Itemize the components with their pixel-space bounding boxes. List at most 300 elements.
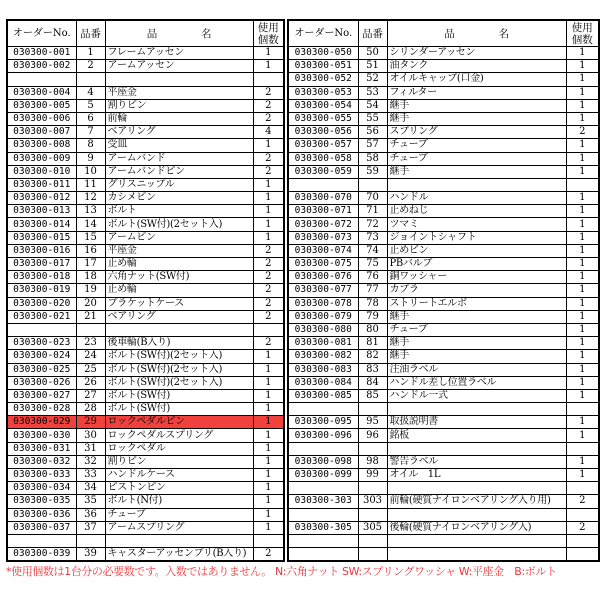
cell-qty: 1 <box>566 192 599 205</box>
cell-order-no: 030300-082 <box>288 350 358 363</box>
cell-qty: 1 <box>566 455 599 468</box>
cell-item-no: 54 <box>358 99 387 112</box>
cell-name: ハンドル <box>387 192 566 205</box>
cell-item-no: 80 <box>358 323 387 336</box>
header-name-2: 名 <box>201 27 212 40</box>
table-row <box>7 363 284 376</box>
left-table-body <box>7 47 284 562</box>
cell-qty: 1 <box>253 60 284 73</box>
table-row <box>7 495 284 508</box>
cell-name: ブラケットケース <box>105 297 253 310</box>
table-row <box>288 47 599 60</box>
cell-name: アームアッセン <box>105 60 253 73</box>
cell-name: 止めねじ <box>387 205 566 218</box>
cell-qty <box>566 482 599 495</box>
cell-qty: 1 <box>566 165 599 178</box>
table-row <box>7 152 284 165</box>
cell-item-no: 81 <box>358 337 387 350</box>
table-row <box>288 165 599 178</box>
cell-name: 継手 <box>387 112 566 125</box>
table-row <box>7 442 284 455</box>
table-row <box>7 350 284 363</box>
cell-item-no: 50 <box>358 47 387 60</box>
cell-name: 後車輪(B入り) <box>105 337 253 350</box>
cell-qty: 1 <box>253 376 284 389</box>
cell-order-no: 030300-004 <box>7 86 76 99</box>
cell-qty: 1 <box>253 455 284 468</box>
cell-item-no: 5 <box>76 99 105 112</box>
cell-order-no: 030300-021 <box>7 310 76 323</box>
table-row <box>7 455 284 468</box>
cell-name: 後輪(硬質ナイロンベアリング入) <box>387 521 566 534</box>
cell-qty: 1 <box>566 297 599 310</box>
cell-name: ボルト(SW付)(2セット入) <box>105 350 253 363</box>
table-row <box>7 231 284 244</box>
table-row <box>7 521 284 534</box>
cell-item-no: 36 <box>76 508 105 521</box>
cell-name: ベアリング <box>105 126 253 139</box>
cell-item-no <box>76 323 105 336</box>
cell-order-no: 030300-084 <box>288 376 358 389</box>
table-row <box>7 165 284 178</box>
cell-name: ボルト(N付) <box>105 495 253 508</box>
cell-order-no: 030300-085 <box>288 389 358 402</box>
cell-order-no: 030300-073 <box>288 231 358 244</box>
cell-qty: 1 <box>253 482 284 495</box>
cell-item-no: 9 <box>76 152 105 165</box>
table-row <box>288 192 599 205</box>
cell-order-no: 030300-081 <box>288 337 358 350</box>
cell-order-no: 030300-070 <box>288 192 358 205</box>
cell-item-no: 52 <box>358 73 387 86</box>
cell-order-no <box>288 548 358 562</box>
cell-name <box>105 73 253 86</box>
cell-qty: 1 <box>253 442 284 455</box>
cell-item-no: 58 <box>358 152 387 165</box>
cell-item-no: 35 <box>76 495 105 508</box>
cell-qty: 2 <box>566 126 599 139</box>
cell-qty: 1 <box>566 350 599 363</box>
table-row <box>288 495 599 508</box>
table-row <box>288 271 599 284</box>
cell-qty <box>566 508 599 521</box>
cell-name <box>387 403 566 416</box>
cell-item-no <box>358 534 387 547</box>
blank-row <box>288 178 599 191</box>
cell-name: チューブ <box>387 152 566 165</box>
cell-qty: 1 <box>566 310 599 323</box>
cell-order-no: 030300-059 <box>288 165 358 178</box>
cell-qty: 1 <box>253 521 284 534</box>
table-row <box>7 112 284 125</box>
cell-qty: 1 <box>566 139 599 152</box>
cell-name: チューブ <box>387 139 566 152</box>
cell-order-no <box>288 403 358 416</box>
cell-name: ボルト(SW付)(2セット入) <box>105 363 253 376</box>
cell-name: オイルキャップ(口金) <box>387 73 566 86</box>
cell-order-no: 030300-010 <box>7 165 76 178</box>
cell-item-no: 32 <box>76 455 105 468</box>
cell-item-no: 71 <box>358 205 387 218</box>
cell-qty: 1 <box>253 403 284 416</box>
cell-qty: 2 <box>253 244 284 257</box>
cell-qty: 2 <box>566 521 599 534</box>
cell-name: ボルト(SW付) <box>105 389 253 402</box>
cell-order-no: 030300-076 <box>288 271 358 284</box>
cell-name: 継手 <box>387 99 566 112</box>
cell-order-no: 030300-028 <box>7 403 76 416</box>
cell-item-no: 74 <box>358 244 387 257</box>
cell-order-no: 030300-099 <box>288 469 358 482</box>
cell-item-no: 26 <box>76 376 105 389</box>
cell-qty: 1 <box>253 416 284 429</box>
cell-order-no: 030300-077 <box>288 284 358 297</box>
cell-qty <box>566 442 599 455</box>
cell-qty: 2 <box>253 258 284 271</box>
table-row <box>288 139 599 152</box>
cell-item-no: 13 <box>76 205 105 218</box>
cell-item-no: 23 <box>76 337 105 350</box>
cell-qty <box>253 73 284 86</box>
blank-row <box>7 323 284 336</box>
table-header <box>288 20 599 47</box>
cell-order-no: 030300-058 <box>288 152 358 165</box>
cell-name: ロックペダルピン <box>105 416 253 429</box>
cell-item-no: 83 <box>358 363 387 376</box>
cell-item-no <box>76 534 105 547</box>
cell-item-no: 6 <box>76 112 105 125</box>
table-row <box>7 244 284 257</box>
cell-order-no: 030300-018 <box>7 271 76 284</box>
cell-name: キャスターアッセンブリ(B入り) <box>105 548 253 562</box>
cell-name: フレームアッセン <box>105 47 253 60</box>
table-row <box>7 126 284 139</box>
cell-qty: 1 <box>566 363 599 376</box>
cell-qty: 1 <box>566 376 599 389</box>
cell-item-no: 56 <box>358 126 387 139</box>
blank-row <box>288 548 599 562</box>
blank-row <box>288 403 599 416</box>
cell-name: ロックペダル <box>105 442 253 455</box>
header-name-1: 品 <box>146 27 157 40</box>
cell-name <box>387 534 566 547</box>
cell-item-no: 30 <box>76 429 105 442</box>
cell-name: ボルト(SW付)(2セット入) <box>105 218 253 231</box>
cell-order-no: 030300-079 <box>288 310 358 323</box>
cell-name: カプラ <box>387 284 566 297</box>
table-row <box>7 205 284 218</box>
cell-order-no: 030300-014 <box>7 218 76 231</box>
cell-qty: 1 <box>253 139 284 152</box>
cell-name: 六角ナット(SW付) <box>105 271 253 284</box>
cell-order-no: 030300-096 <box>288 429 358 442</box>
cell-order-no: 030300-009 <box>7 152 76 165</box>
table-row <box>7 548 284 562</box>
header-qty-2: 個数 <box>571 33 593 46</box>
table-row <box>7 47 284 60</box>
cell-name: 銅ワッシャー <box>387 271 566 284</box>
cell-qty: 2 <box>253 297 284 310</box>
cell-qty <box>566 534 599 547</box>
cell-qty: 1 <box>253 469 284 482</box>
cell-qty: 1 <box>566 337 599 350</box>
cell-item-no: 53 <box>358 86 387 99</box>
header-name <box>105 20 253 47</box>
table-row <box>7 469 284 482</box>
cell-qty: 2 <box>253 548 284 562</box>
cell-item-no: 51 <box>358 60 387 73</box>
cell-name: グリスニップル <box>105 178 253 191</box>
cell-name: オイル 1L <box>387 469 566 482</box>
cell-qty: 1 <box>253 508 284 521</box>
cell-item-no: 34 <box>76 482 105 495</box>
cell-item-no <box>76 73 105 86</box>
table-row <box>288 389 599 402</box>
table-row <box>288 152 599 165</box>
cell-name <box>387 508 566 521</box>
cell-name: 受皿 <box>105 139 253 152</box>
table-row <box>7 429 284 442</box>
table-row <box>288 244 599 257</box>
table-row <box>7 310 284 323</box>
cell-qty: 1 <box>566 205 599 218</box>
blank-row <box>288 482 599 495</box>
table-row <box>7 192 284 205</box>
cell-name: 前輪(硬質ナイロンベアリング入り用) <box>387 495 566 508</box>
cell-item-no: 84 <box>358 376 387 389</box>
blank-row <box>288 442 599 455</box>
cell-item-no: 305 <box>358 521 387 534</box>
parts-table-right <box>287 19 600 562</box>
cell-item-no: 82 <box>358 350 387 363</box>
cell-item-no: 29 <box>76 416 105 429</box>
cell-qty: 2 <box>253 310 284 323</box>
cell-qty: 1 <box>253 205 284 218</box>
cell-name: 平座金 <box>105 86 253 99</box>
cell-order-no <box>7 73 76 86</box>
cell-name: ロックペダルスプリング <box>105 429 253 442</box>
cell-name <box>105 534 253 547</box>
table-row <box>288 112 599 125</box>
cell-item-no: 98 <box>358 455 387 468</box>
cell-item-no: 37 <box>76 521 105 534</box>
table-row <box>7 178 284 191</box>
cell-order-no: 030300-053 <box>288 86 358 99</box>
cell-name: アームピン <box>105 231 253 244</box>
cell-name: 止め輪 <box>105 258 253 271</box>
cell-order-no: 030300-056 <box>288 126 358 139</box>
cell-order-no: 030300-006 <box>7 112 76 125</box>
cell-qty: 4 <box>253 126 284 139</box>
cell-name: 前輪 <box>105 112 253 125</box>
table-row <box>288 284 599 297</box>
cell-name: ハンドルケース <box>105 469 253 482</box>
header-name-1: 品 <box>444 27 455 40</box>
cell-qty: 2 <box>253 271 284 284</box>
table-row <box>288 416 599 429</box>
cell-order-no: 030300-023 <box>7 337 76 350</box>
table-row <box>7 297 284 310</box>
cell-item-no: 31 <box>76 442 105 455</box>
cell-item-no: 57 <box>358 139 387 152</box>
cell-order-no <box>7 534 76 547</box>
table-row <box>7 271 284 284</box>
cell-item-no: 39 <box>76 548 105 562</box>
cell-qty: 1 <box>566 112 599 125</box>
cell-name: 銘板 <box>387 429 566 442</box>
cell-qty: 2 <box>253 99 284 112</box>
table-row <box>7 218 284 231</box>
cell-qty: 1 <box>566 86 599 99</box>
header-item-no: 品番 <box>358 20 387 47</box>
cell-name <box>387 548 566 562</box>
cell-name <box>387 482 566 495</box>
cell-item-no <box>358 482 387 495</box>
cell-item-no: 7 <box>76 126 105 139</box>
cell-order-no: 030300-054 <box>288 99 358 112</box>
cell-item-no: 12 <box>76 192 105 205</box>
table-row <box>288 323 599 336</box>
cell-name: 継手 <box>387 337 566 350</box>
cell-qty: 1 <box>566 152 599 165</box>
cell-item-no: 77 <box>358 284 387 297</box>
cell-qty: 1 <box>253 218 284 231</box>
cell-order-no: 030300-008 <box>7 139 76 152</box>
cell-order-no: 030300-098 <box>288 455 358 468</box>
cell-qty: 1 <box>566 323 599 336</box>
cell-qty <box>253 534 284 547</box>
cell-qty: 1 <box>566 47 599 60</box>
table-row <box>288 126 599 139</box>
cell-order-no: 030300-001 <box>7 47 76 60</box>
cell-qty: 1 <box>566 284 599 297</box>
cell-item-no: 73 <box>358 231 387 244</box>
cell-order-no: 030300-025 <box>7 363 76 376</box>
right-table-body <box>288 47 599 562</box>
cell-item-no: 99 <box>358 469 387 482</box>
table-row <box>7 376 284 389</box>
cell-qty: 2 <box>253 152 284 165</box>
cell-qty: 1 <box>253 192 284 205</box>
table-header <box>7 20 284 47</box>
cell-order-no: 030300-002 <box>7 60 76 73</box>
table-row <box>288 205 599 218</box>
cell-item-no <box>358 403 387 416</box>
cell-name: カシメピン <box>105 192 253 205</box>
cell-name: 止めピン <box>387 244 566 257</box>
cell-order-no: 030300-017 <box>7 258 76 271</box>
cell-order-no: 030300-074 <box>288 244 358 257</box>
cell-order-no: 030300-032 <box>7 455 76 468</box>
cell-qty: 1 <box>253 47 284 60</box>
cell-order-no: 030300-072 <box>288 218 358 231</box>
table-row <box>7 258 284 271</box>
cell-order-no: 030300-031 <box>7 442 76 455</box>
cell-order-no: 030300-303 <box>288 495 358 508</box>
cell-item-no: 16 <box>76 244 105 257</box>
cell-item-no: 1 <box>76 47 105 60</box>
header-qty <box>566 20 599 47</box>
header-order-no: オーダーNo. <box>7 20 76 47</box>
cell-name: 取扱説明書 <box>387 416 566 429</box>
cell-order-no: 030300-052 <box>288 73 358 86</box>
cell-item-no: 85 <box>358 389 387 402</box>
table-row <box>288 455 599 468</box>
cell-item-no: 75 <box>358 258 387 271</box>
cell-order-no <box>288 482 358 495</box>
cell-item-no: 10 <box>76 165 105 178</box>
cell-item-no: 76 <box>358 271 387 284</box>
header-qty <box>253 20 284 47</box>
cell-qty: 1 <box>566 469 599 482</box>
cell-qty: 1 <box>566 389 599 402</box>
table-row <box>288 218 599 231</box>
blank-row <box>288 534 599 547</box>
cell-qty: 2 <box>253 112 284 125</box>
cell-order-no: 030300-039 <box>7 548 76 562</box>
cell-order-no: 030300-030 <box>7 429 76 442</box>
cell-order-no: 030300-034 <box>7 482 76 495</box>
cell-item-no: 14 <box>76 218 105 231</box>
cell-qty: 1 <box>253 495 284 508</box>
cell-order-no: 030300-055 <box>288 112 358 125</box>
cell-item-no <box>358 508 387 521</box>
cell-order-no: 030300-005 <box>7 99 76 112</box>
cell-name: チューブ <box>105 508 253 521</box>
cell-item-no: 96 <box>358 429 387 442</box>
cell-order-no: 030300-015 <box>7 231 76 244</box>
cell-item-no: 20 <box>76 297 105 310</box>
table-row <box>288 521 599 534</box>
cell-qty: 1 <box>253 389 284 402</box>
cell-name: 止め輪 <box>105 284 253 297</box>
cell-name: ピストンピン <box>105 482 253 495</box>
table-row <box>288 86 599 99</box>
blank-row <box>288 508 599 521</box>
cell-name: PBバルブ <box>387 258 566 271</box>
table-row <box>288 99 599 112</box>
cell-order-no: 030300-016 <box>7 244 76 257</box>
cell-order-no: 030300-305 <box>288 521 358 534</box>
cell-order-no: 030300-011 <box>7 178 76 191</box>
cell-item-no: 303 <box>358 495 387 508</box>
blank-row <box>7 73 284 86</box>
cell-order-no: 030300-083 <box>288 363 358 376</box>
table-row <box>288 429 599 442</box>
header-name <box>387 20 566 47</box>
cell-name: スプリング <box>387 126 566 139</box>
cell-qty: 1 <box>566 60 599 73</box>
table-row <box>7 86 284 99</box>
cell-item-no <box>358 178 387 191</box>
cell-order-no: 030300-013 <box>7 205 76 218</box>
cell-item-no <box>358 548 387 562</box>
cell-item-no: 4 <box>76 86 105 99</box>
cell-name: アームスプリング <box>105 521 253 534</box>
cell-name: 割りピン <box>105 99 253 112</box>
cell-item-no <box>358 442 387 455</box>
table-row <box>288 310 599 323</box>
cell-item-no: 8 <box>76 139 105 152</box>
cell-order-no <box>288 534 358 547</box>
cell-item-no: 27 <box>76 389 105 402</box>
cell-item-no: 72 <box>358 218 387 231</box>
cell-name <box>105 323 253 336</box>
cell-item-no: 79 <box>358 310 387 323</box>
cell-item-no: 17 <box>76 258 105 271</box>
cell-item-no: 2 <box>76 60 105 73</box>
cell-order-no: 030300-075 <box>288 258 358 271</box>
